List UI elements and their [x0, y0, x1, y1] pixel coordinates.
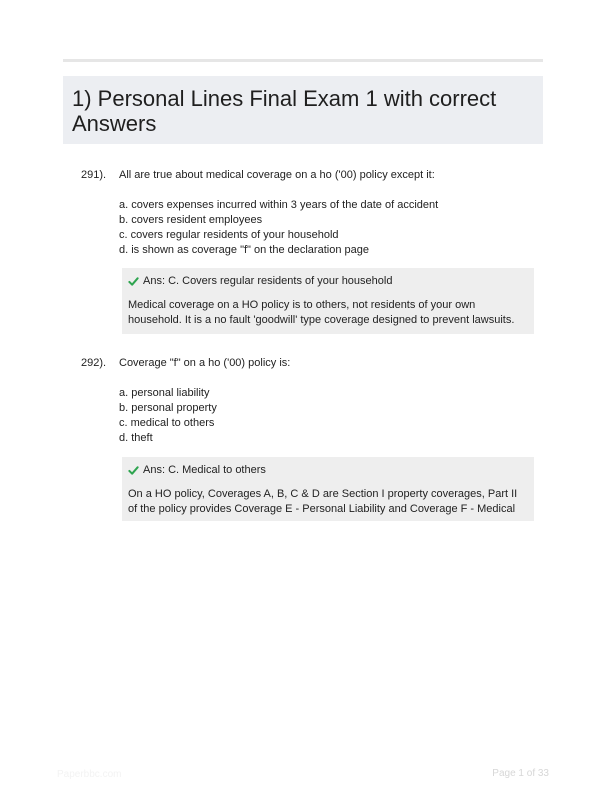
option-d: d. is shown as coverage "f" on the declaration page — [119, 244, 369, 256]
question-number: 292). — [81, 357, 107, 369]
option-list — [119, 386, 217, 446]
option-list — [119, 198, 438, 258]
page-title: 1) Personal Lines Final Exam 1 with correct Answers — [72, 86, 497, 136]
top-divider — [63, 59, 543, 62]
footer-watermark: Paperbbc.com — [57, 769, 122, 780]
answer-line — [128, 274, 528, 288]
answer-text: Ans: C. Covers regular residents of your household — [143, 275, 393, 287]
page-indicator: Page 1 of 33 — [492, 768, 549, 779]
answer-line — [128, 463, 528, 477]
answer-text: Ans: C. Medical to others — [143, 464, 266, 476]
question-prompt: All are true about medical coverage on a ho ('00) policy except it: — [119, 169, 435, 181]
title-banner — [63, 76, 543, 144]
question-number: 291). — [81, 169, 107, 181]
answer-box — [122, 268, 534, 334]
check-icon — [128, 465, 139, 476]
option-c: c. covers regular residents of your household — [119, 229, 339, 241]
option-b: b. personal property — [119, 402, 217, 414]
answer-explanation: On a HO policy, Coverages A, B, C & D are Section I property coverages, Part II of the policy provides Coverage E - Personal Liability and Coverage F - Medical — [128, 488, 518, 515]
question-prompt: Coverage "f" on a ho ('00) policy is: — [119, 357, 291, 369]
option-c: c. medical to others — [119, 417, 215, 429]
option-b: b. covers resident employees — [119, 214, 263, 226]
check-icon — [128, 276, 139, 287]
answer-box — [122, 457, 534, 521]
option-d: d. theft — [119, 432, 153, 444]
option-a: a. personal liability — [119, 387, 210, 399]
option-a: a. covers expenses incurred within 3 years of the date of accident — [119, 199, 439, 211]
answer-explanation: Medical coverage on a HO policy is to others, not residents of your own household. It is a no fault 'goodwill' type coverage designed to prevent lawsuits. — [128, 299, 515, 326]
